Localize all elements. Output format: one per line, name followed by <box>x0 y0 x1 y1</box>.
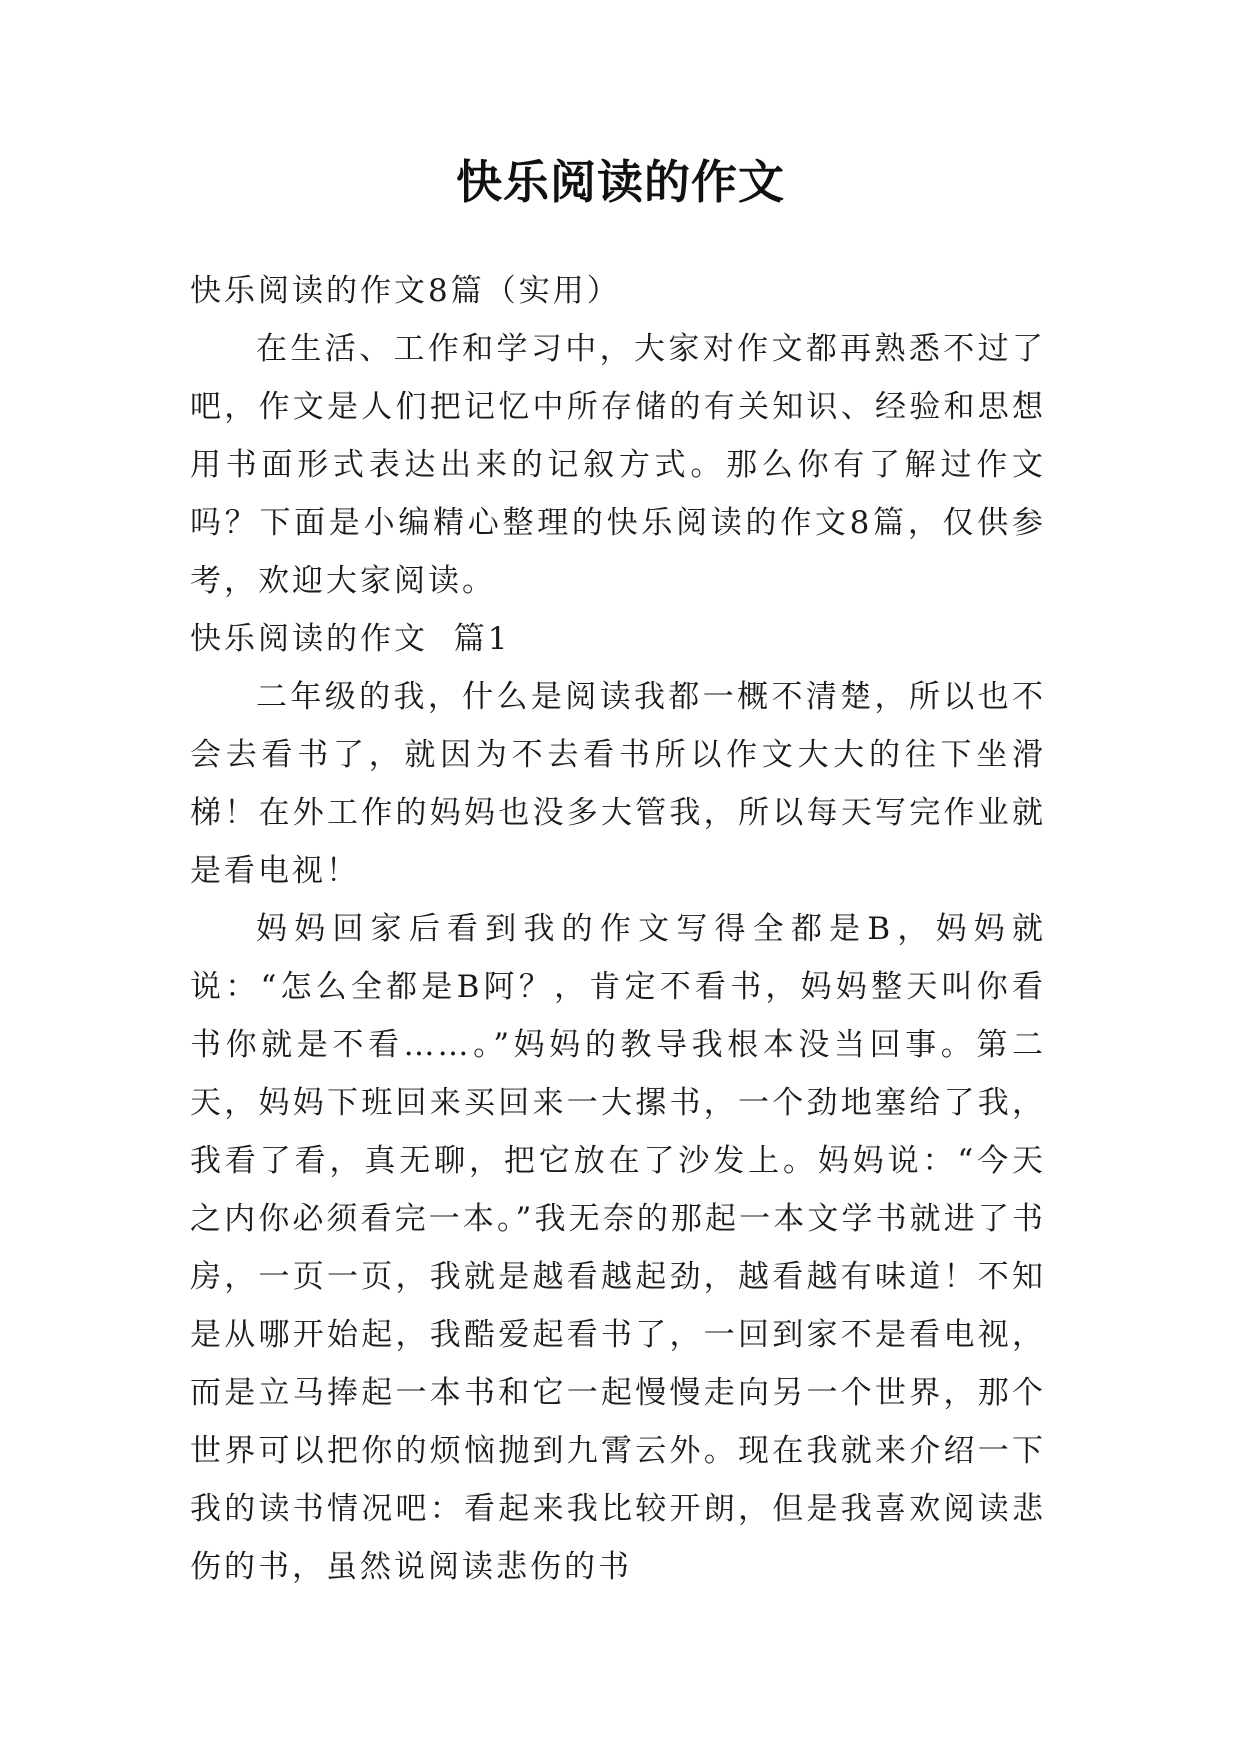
section-heading: 快乐阅读的作文 篇1 <box>190 621 511 657</box>
document-subtitle: 快乐阅读的作文8篇（实用） <box>190 273 621 309</box>
document-body <box>190 262 1046 1596</box>
page-title: 快乐阅读的作文 <box>456 155 785 209</box>
intro-paragraph: 在生活、工作和学习中，大家对作文都再熟悉不过了吧，作文是人们把记忆中所存储的有关知识、经验和思想用书面形式表达出来的记叙方式。那么你有了解过作文吗？下面是小编精心整理的快乐阅读的作文8篇，仅供参考，欢迎大家阅读。 <box>190 331 1046 599</box>
section-paragraph-2: 妈妈回家后看到我的作文写得全都是B，妈妈就说：“怎么全都是B阿？，肯定不看书，妈妈整天叫你看书你就是不看……。”妈妈的教导我根本没当回事。第二天，妈妈下班回来买回来一大摞书，一个劲地塞给了我，我看了看，真无聊，把它放在了沙发上。妈妈说：“今天之内你必须看完一本。”我无奈的那起一本文学书就进了书房，一页一页，我就是越看越起劲，越看越有味道！不知是从哪开始起，我酷爱起看书了，一回到家不是看电视，而是立马捧起一本书和它一起慢慢走向另一个世界，那个世界可以把你的烦恼抛到九霄云外。现在我就来介绍一下我的读书情况吧：看起来我比较开朗，但是我喜欢阅读悲伤的书，虽然说阅读悲伤的书 <box>190 911 1046 1585</box>
section-paragraph-1: 二年级的我，什么是阅读我都一概不清楚，所以也不会去看书了，就因为不去看书所以作文大大的往下坐滑梯！在外工作的妈妈也没多大管我，所以每天写完作业就是看电视！ <box>190 679 1046 889</box>
